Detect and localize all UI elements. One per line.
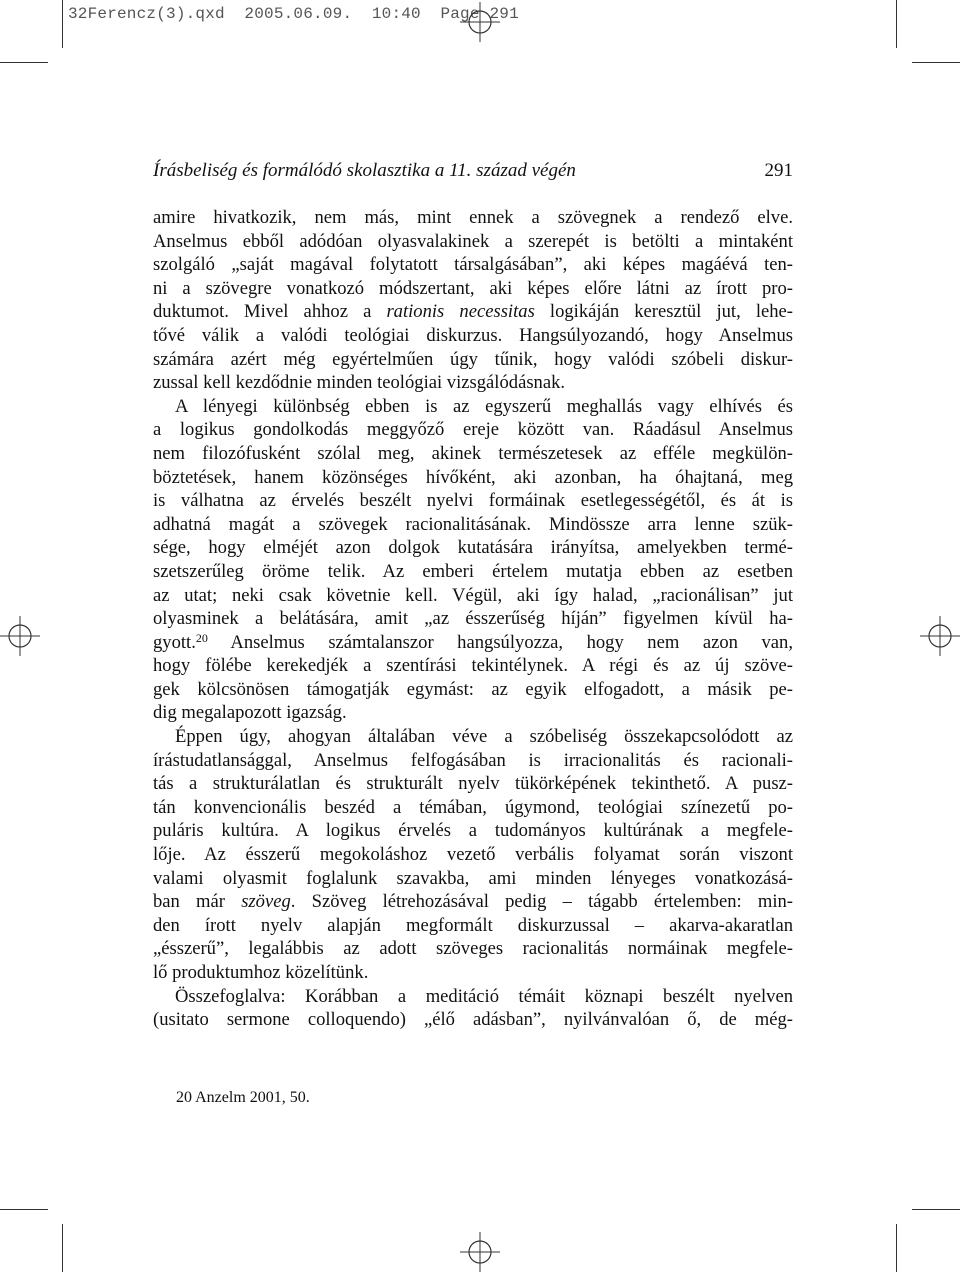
crop-mark bbox=[912, 62, 960, 63]
text-line: tás a strukturálatlan és strukturált nyelv tükörképének tekinthető. A pusz- bbox=[153, 773, 793, 795]
text-line: böztetések, hanem közönséges hívőként, aki azonban, ha óhajtaná, meg bbox=[153, 466, 793, 488]
footnote-reference[interactable]: 20 bbox=[195, 630, 208, 645]
text-line: Éppen úgy, ahogyan általában véve a szóbeliség összekapcsolódott az bbox=[175, 726, 793, 748]
text-line: A lényegi különbség ebben is az egyszerű meghallás vagy elhívés és bbox=[175, 395, 793, 417]
text-line: ban már szöveg. Szöveg létrehozásával pedig – tágabb értelemben: min- bbox=[153, 891, 793, 913]
text-line: tővé válik a valódi teológiai diskurzus. Hangsúlyozandó, hogy Anselmus bbox=[153, 324, 793, 346]
registration-mark-icon bbox=[460, 2, 500, 42]
text-line: den írott nyelv alapján megformált diskurzussal – akarva-akaratlan bbox=[153, 914, 793, 936]
text-line: az utat; neki csak követnie kell. Végül, aki így halad, „racionálisan” jut bbox=[153, 584, 793, 606]
text-line: sége, hogy elméjét azon dolgok kutatására irányítsa, amelyekben termé- bbox=[153, 537, 793, 559]
text-line: a logikus gondolkodás meggyőző ereje között van. Ráadásul Anselmus bbox=[153, 419, 793, 441]
running-title: Írásbeliség és formálódó skolasztika a 11. század végén bbox=[153, 160, 576, 181]
text-line: puláris kultúra. A logikus érvelés a tudományos kultúrának a megfele- bbox=[153, 820, 793, 842]
text-line: gyott.$^{20}$ Anselmus számtalanszor hangsúlyozza, hogy nem azon van, bbox=[153, 630, 793, 653]
text-line: „ésszerű”, legalábbis az adott szöveges racionalitás normáinak megfele- bbox=[153, 938, 793, 960]
text-line: dig megalapozott igazság. bbox=[153, 702, 347, 724]
text-line: valami olyasmit foglalunk szavakba, ami minden lényeges vonatkozásá- bbox=[153, 867, 793, 889]
text-line: is válhatna az érvelés beszélt nyelvi formáinak esetlegességétől, és át is bbox=[153, 490, 793, 512]
footnote: 20 Anzelm 2001, 50. bbox=[176, 1089, 310, 1106]
italic-term: rationis necessitas bbox=[386, 301, 535, 323]
text-line: duktumot. Mivel ahhoz a rationis necessitas logikáján keresztül jut, lehe- bbox=[153, 301, 793, 323]
crop-mark bbox=[0, 62, 48, 63]
registration-mark-icon bbox=[0, 616, 40, 656]
text-line: ni a szövegre vonatkozó módszertant, aki képes előre látni az írott pro- bbox=[153, 277, 793, 299]
crop-mark bbox=[0, 1209, 48, 1210]
text-line: (usitato sermone colloquendo) „élő adásban”, nyilvánvalóan ő, de még- bbox=[153, 1009, 793, 1031]
crop-mark bbox=[896, 1224, 897, 1272]
text-line: lője. Az ésszerű megokoláshoz vezető verbális folyamat során viszont bbox=[153, 844, 793, 866]
text-line: gek kölcsönösen támogatják egymást: az egyik elfogadott, a másik pe- bbox=[153, 678, 793, 700]
body-text bbox=[153, 206, 793, 1032]
printer-slug: 32Ferencz(3).qxd 2005.06.09. 10:40 Page 291 bbox=[68, 5, 519, 23]
text-line: Összefoglalva: Korábban a meditáció témáit köznapi beszélt nyelven bbox=[175, 985, 793, 1007]
crop-mark bbox=[62, 1224, 63, 1272]
crop-mark bbox=[62, 0, 63, 48]
text-line: hogy fölébe kerekedjék a szentírási tekintélynek. A régi és az új szöve- bbox=[153, 655, 793, 677]
italic-term: szöveg bbox=[241, 891, 291, 913]
text-line: adhatná magát a szövegek racionalitásának. Mindössze arra lenne szük- bbox=[153, 513, 793, 535]
crop-mark bbox=[912, 1209, 960, 1210]
text-line: szolgáló „saját magával folytatott társalgásában”, aki képes magáévá ten- bbox=[153, 254, 793, 276]
text-line: tán konvencionális beszéd a témában, úgymond, teológiai színezetű po- bbox=[153, 796, 793, 818]
text-line: amire hivatkozik, nem más, mint ennek a szövegnek a rendező elve. bbox=[153, 207, 793, 228]
crop-mark bbox=[896, 0, 897, 48]
text-line: számára azért még egyértelműen úgy tűnik, hogy valódi szóbeli diskur- bbox=[153, 348, 793, 370]
text-line: zussal kell kezdődnie minden teológiai vizsgálódásnak. bbox=[153, 372, 566, 394]
text-line: írástudatlansággal, Anselmus felfogásában is irracionalitás és racionali- bbox=[153, 749, 793, 771]
registration-mark-icon bbox=[460, 1232, 500, 1272]
text-line: Anselmus ebből adódóan olyasvalakinek a szerepét is betölti a mintaként bbox=[153, 230, 793, 252]
page-number: 291 bbox=[764, 160, 793, 181]
text-line: nem filozófusként szólal meg, akinek természetesek az efféle megkülön- bbox=[153, 442, 793, 464]
text-line: olyasminek a belátására, amit „az ésszerűség híján” figyelmen kívül ha- bbox=[153, 608, 793, 630]
running-head bbox=[153, 160, 793, 182]
registration-mark-icon bbox=[920, 616, 960, 656]
text-line: lő produktumhoz közelítünk. bbox=[153, 962, 369, 983]
text-line: szetszerűleg öröme telik. Az emberi értelem mutatja ebben az esetben bbox=[153, 560, 793, 582]
